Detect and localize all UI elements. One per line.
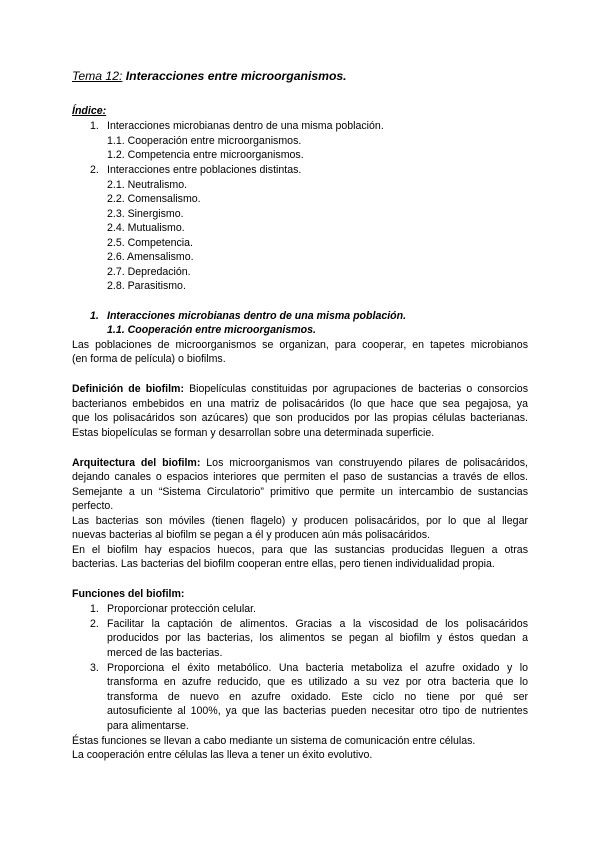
function-item bbox=[90, 602, 256, 616]
function-text: merced de las bacterias. bbox=[107, 647, 223, 659]
index-item-text: Interacciones microbianas dentro de una misma población. bbox=[107, 120, 384, 132]
function-text: Proporciona el éxito metabólico. Una bacteria metaboliza el azufre oxidado y lo bbox=[107, 662, 528, 674]
index-item-num: 2. bbox=[90, 164, 99, 176]
definition-line: Estas biopelículas se forman y desarrollan sobre una determinada superficie. bbox=[72, 427, 435, 439]
index-subitem: 2.6. Amensalismo. bbox=[107, 251, 194, 263]
index-subitem: 1.2. Competencia entre microorganismos. bbox=[107, 149, 304, 161]
index-subitem: 2.5. Competencia. bbox=[107, 237, 193, 249]
function-text: Facilitar la captación de alimentos. Gracias a la viscosidad de los polisacáridos bbox=[107, 618, 528, 630]
index-item bbox=[90, 163, 301, 177]
architecture-line bbox=[72, 456, 528, 470]
function-text: producidos por las bacterias, los alimentos se pegan al biofilm y éstos quedan a bbox=[107, 632, 528, 644]
function-num: 1. bbox=[90, 603, 99, 615]
index-subitem: 2.2. Comensalismo. bbox=[107, 193, 201, 205]
index-subitem: 1.1. Cooperación entre microorganismos. bbox=[107, 135, 302, 147]
definition-line: bacterianos embebidos en una matriz de polisacáridos (lo que hace que sea pegajosa, ya bbox=[72, 398, 528, 410]
function-num: 2. bbox=[90, 618, 99, 630]
intro-line: (en forma de película) o biofilms. bbox=[72, 353, 226, 365]
architecture-line: Semejante a un “Sistema Circulatorio” primitivo que permite un intercambio de sustancias bbox=[72, 486, 528, 498]
index-item-num: 1. bbox=[90, 120, 99, 132]
index-subitem: 2.3. Sinergismo. bbox=[107, 208, 184, 220]
index-heading: Índice: bbox=[72, 105, 107, 117]
closing-line: Éstas funciones se llevan a cabo mediante un sistema de comunicación entre células. bbox=[72, 735, 476, 747]
index-subitem: 2.4. Mutualismo. bbox=[107, 222, 185, 234]
function-text: autosuficiente al 100%, ya que las bacterias pueden necesitar otro tipo de nutrientes bbox=[107, 705, 528, 717]
function-text: transforma en azufre reducido, que es utilizado a su vez por otra bacteria que lo bbox=[107, 676, 528, 688]
index-subitem: 2.8. Parasitismo. bbox=[107, 280, 186, 292]
intro-line: Las poblaciones de microorganismos se organizan, para cooperar, en tapetes microbianos bbox=[72, 339, 528, 351]
section-num: 1. bbox=[90, 310, 99, 322]
title-tema: Tema 12: bbox=[72, 69, 123, 83]
section-heading bbox=[90, 309, 406, 323]
title-text: Interacciones entre microorganismos. bbox=[122, 69, 347, 83]
function-num: 3. bbox=[90, 662, 99, 674]
architecture-line: nuevas bacterias al biofilm se pegan a él y producen aún más polisacáridos. bbox=[72, 529, 431, 541]
function-text: para alimentarse. bbox=[107, 720, 189, 732]
function-text: transforma de nuevo en azufre oxidado. Este ciclo no tiene por qué ser bbox=[107, 691, 528, 703]
definition-line: que los polisacáridos son azúcares) que son producidos por las propias células bacterianas. bbox=[72, 412, 528, 424]
architecture-text: Los microorganismos van construyendo pilares de polisacáridos, bbox=[200, 457, 528, 469]
index-item-text: Interacciones entre poblaciones distintas. bbox=[107, 164, 302, 176]
definition-line bbox=[72, 382, 528, 396]
subsection-heading: 1.1. Cooperación entre microorganismos. bbox=[107, 324, 316, 336]
definition-text: Biopelículas constituidas por agrupaciones de bacterias o consorcios bbox=[184, 383, 528, 395]
architecture-line: perfecto. bbox=[72, 500, 114, 512]
function-text: Proporcionar protección celular. bbox=[107, 603, 256, 615]
index-subitem: 2.7. Depredación. bbox=[107, 266, 191, 278]
index-item bbox=[90, 119, 384, 133]
architecture-line: bacterias. Las bacterias del biofilm cooperan entre ellas, pero tienen individualidad propia. bbox=[72, 558, 495, 570]
closing-line: La cooperación entre células las lleva a tener un éxito evolutivo. bbox=[72, 749, 373, 761]
index-subitem: 2.1. Neutralismo. bbox=[107, 179, 188, 191]
architecture-line: En el biofilm hay espacios huecos, para que las sustancias producidas lleguen a otras bbox=[72, 544, 528, 556]
architecture-label: Arquitectura del biofilm: bbox=[72, 457, 201, 469]
architecture-line: dejando canales o espacios interiores que permiten el paso de sustancias a través de ellos. bbox=[72, 471, 528, 483]
page-title bbox=[72, 69, 347, 83]
definition-label: Definición de biofilm: bbox=[72, 383, 184, 395]
functions-heading: Funciones del biofilm: bbox=[72, 588, 185, 600]
architecture-line: Las bacterias son móviles (tienen flagelo) y producen polisacáridos, por lo que al llegar bbox=[72, 515, 528, 527]
section-title: Interacciones microbianas dentro de una misma población. bbox=[107, 310, 407, 322]
